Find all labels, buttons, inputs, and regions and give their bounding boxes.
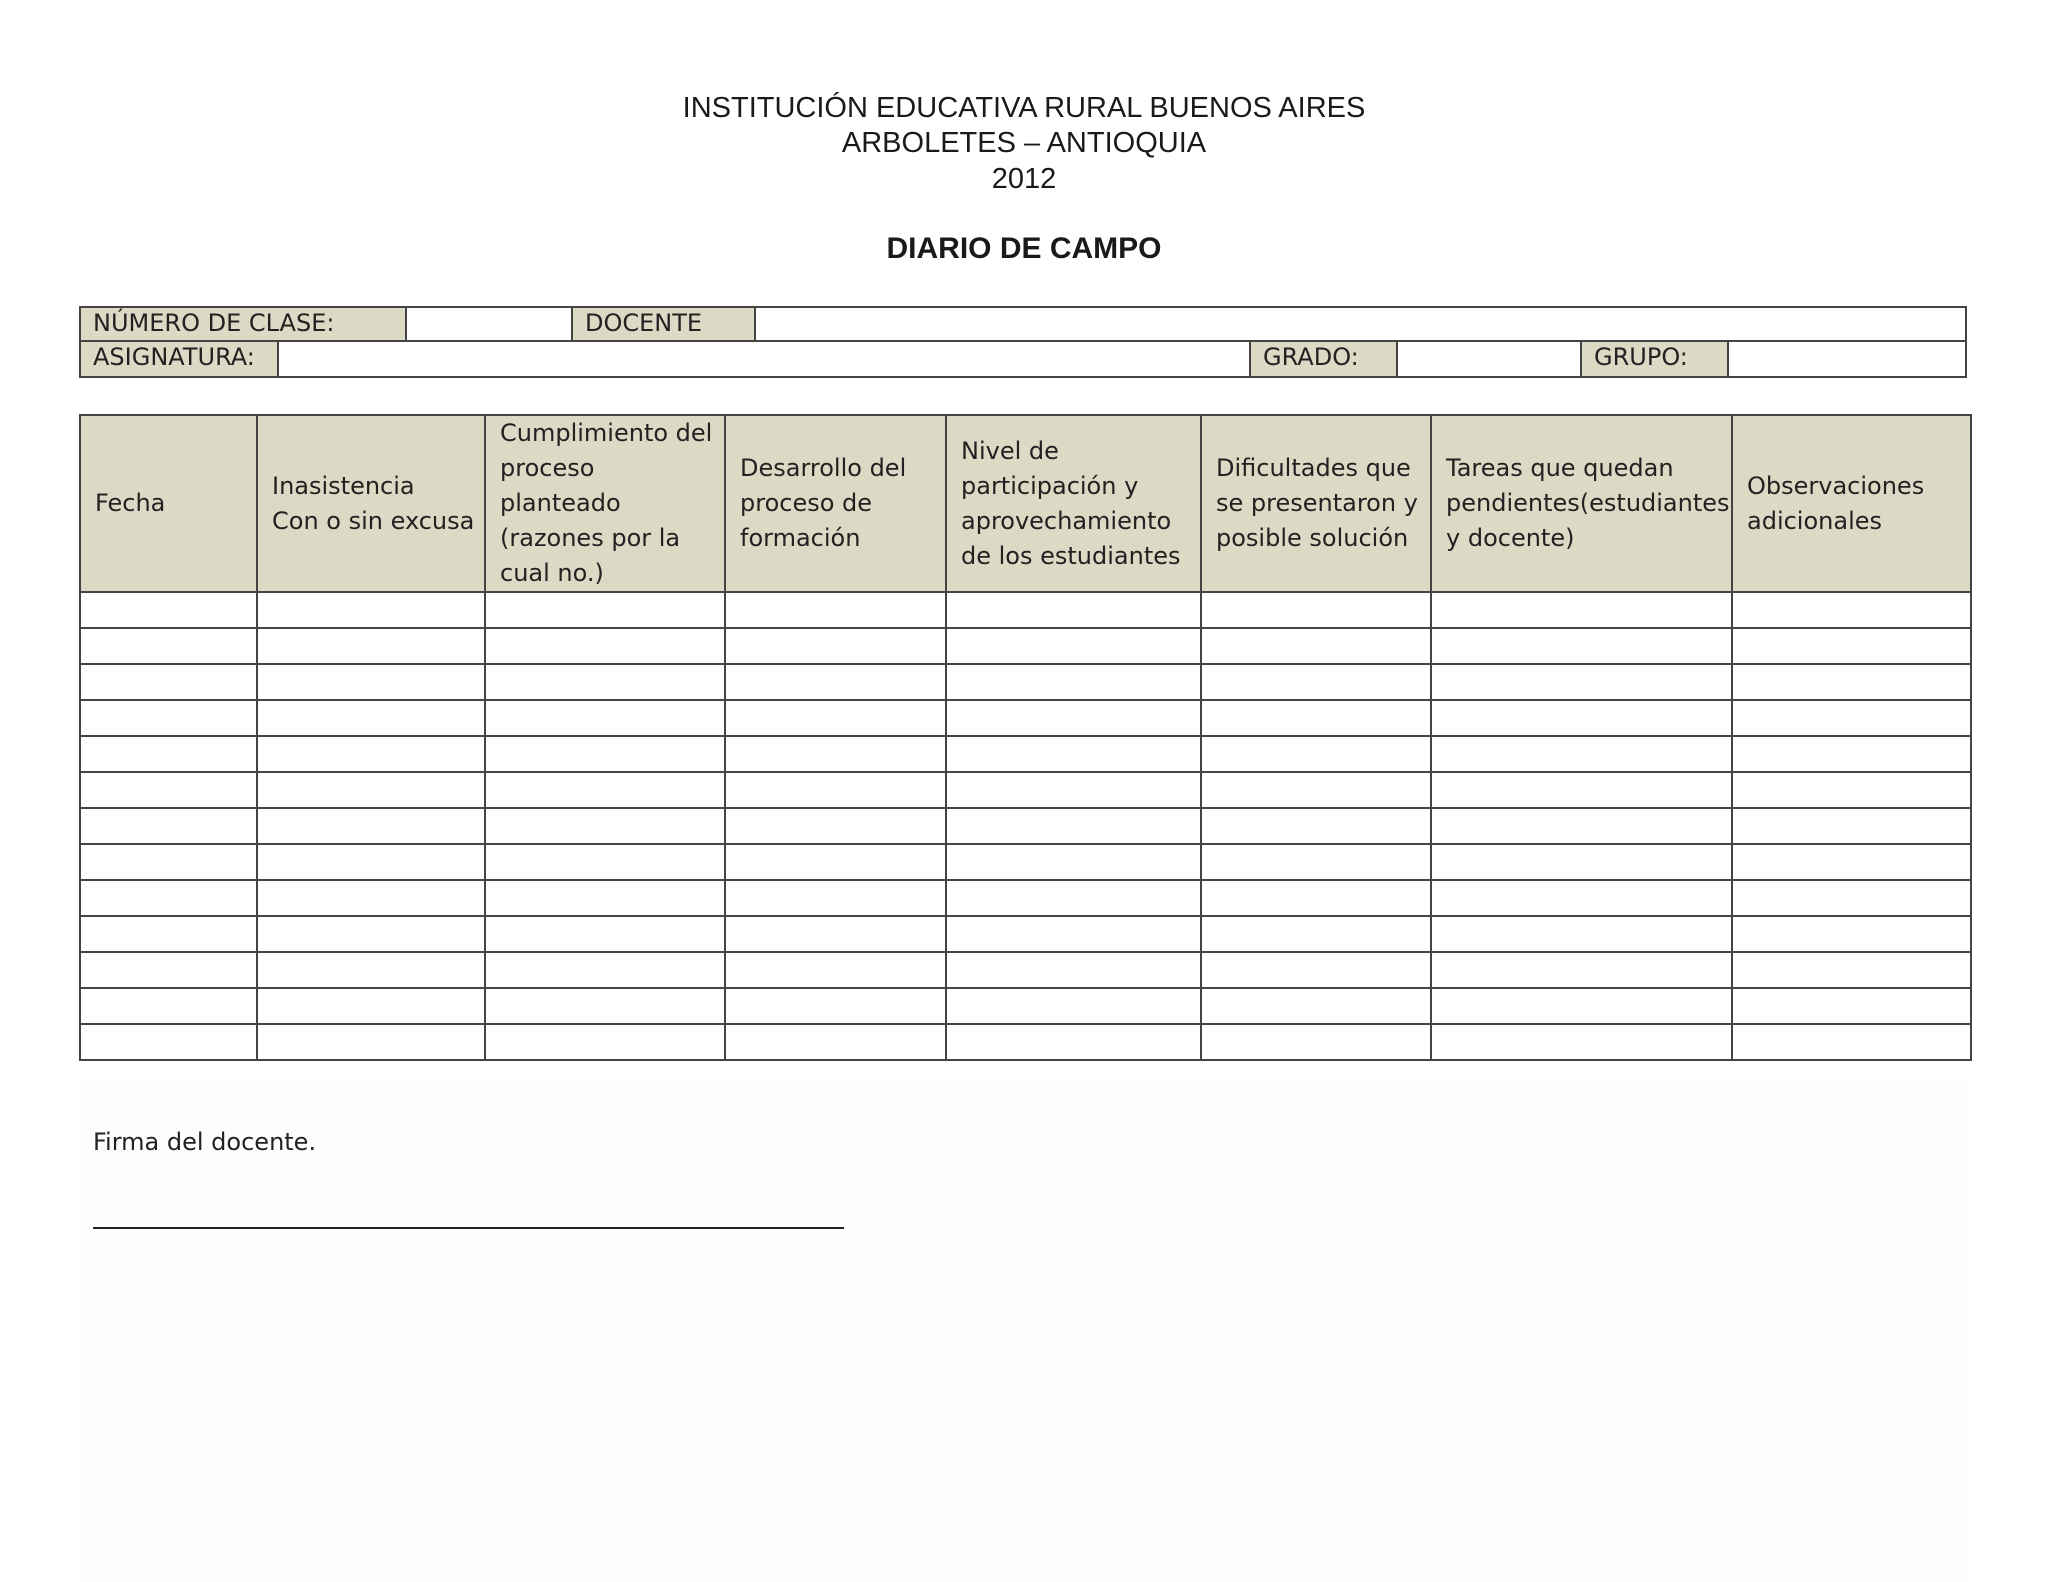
table-cell[interactable] — [1431, 628, 1732, 664]
table-cell[interactable] — [725, 916, 946, 952]
page-background — [78, 1080, 1968, 1582]
table-cell[interactable] — [485, 880, 725, 916]
table-cell[interactable] — [257, 916, 485, 952]
table-cell[interactable] — [80, 628, 257, 664]
table-row — [80, 1024, 1971, 1060]
table-cell[interactable] — [80, 880, 257, 916]
table-cell[interactable] — [485, 1024, 725, 1060]
table-cell[interactable] — [946, 736, 1201, 772]
table-cell[interactable] — [946, 916, 1201, 952]
table-row — [80, 952, 1971, 988]
column-header-dificultades: Dificultades que se presentaron y posible solución — [1201, 415, 1431, 592]
table-cell[interactable] — [1431, 844, 1732, 880]
institution-location: ARBOLETES – ANTIOQUIA — [841, 127, 1207, 159]
table-cell[interactable] — [1201, 736, 1431, 772]
table-cell[interactable] — [80, 988, 257, 1024]
table-cell[interactable] — [946, 1024, 1201, 1060]
table-cell[interactable] — [725, 1024, 946, 1060]
table-cell[interactable] — [1732, 592, 1971, 628]
column-header-cumplimiento: Cumplimiento del proceso planteado (razones por la cual no.) — [485, 415, 725, 592]
table-cell[interactable] — [1431, 952, 1732, 988]
table-cell[interactable] — [1431, 664, 1732, 700]
table-cell[interactable] — [485, 592, 725, 628]
table-cell[interactable] — [257, 628, 485, 664]
table-cell[interactable] — [485, 736, 725, 772]
table-cell[interactable] — [80, 772, 257, 808]
table-cell[interactable] — [1201, 772, 1431, 808]
table-cell[interactable] — [1431, 988, 1732, 1024]
table-cell[interactable] — [725, 664, 946, 700]
table-row — [80, 772, 1971, 808]
table-cell[interactable] — [946, 952, 1201, 988]
table-cell[interactable] — [80, 664, 257, 700]
table-cell[interactable] — [1201, 664, 1431, 700]
table-cell[interactable] — [946, 628, 1201, 664]
table-cell[interactable] — [1732, 1024, 1971, 1060]
table-cell[interactable] — [725, 772, 946, 808]
table-cell[interactable] — [257, 808, 485, 844]
table-row — [80, 664, 1971, 700]
table-row — [80, 844, 1971, 880]
docente-field[interactable] — [756, 308, 1965, 340]
table-cell[interactable] — [1201, 628, 1431, 664]
table-cell[interactable] — [1431, 592, 1732, 628]
table-cell[interactable] — [1732, 628, 1971, 664]
table-cell[interactable] — [946, 664, 1201, 700]
table-cell[interactable] — [1732, 916, 1971, 952]
numero-clase-field[interactable] — [407, 308, 573, 340]
table-cell[interactable] — [80, 700, 257, 736]
table-cell[interactable] — [257, 664, 485, 700]
table-cell[interactable] — [485, 844, 725, 880]
numero-clase-label: NÚMERO DE CLASE: — [81, 308, 407, 340]
table-cell[interactable] — [1201, 988, 1431, 1024]
table-cell[interactable] — [257, 772, 485, 808]
table-cell[interactable] — [725, 988, 946, 1024]
column-header-desarrollo: Desarrollo del proceso de formación — [725, 415, 946, 592]
table-cell[interactable] — [257, 844, 485, 880]
table-cell[interactable] — [1431, 916, 1732, 952]
table-cell[interactable] — [725, 700, 946, 736]
table-cell[interactable] — [257, 880, 485, 916]
table-cell[interactable] — [946, 988, 1201, 1024]
table-cell[interactable] — [1732, 736, 1971, 772]
table-cell[interactable] — [257, 952, 485, 988]
table-cell[interactable] — [1201, 1024, 1431, 1060]
table-cell[interactable] — [1732, 880, 1971, 916]
table-cell[interactable] — [485, 988, 725, 1024]
document-title: DIARIO DE CAMPO — [886, 232, 1162, 265]
asignatura-label: ASIGNATURA: — [81, 342, 279, 376]
table-cell[interactable] — [725, 952, 946, 988]
table-cell[interactable] — [946, 700, 1201, 736]
table-cell[interactable] — [80, 844, 257, 880]
table-cell[interactable] — [485, 916, 725, 952]
table-cell[interactable] — [1201, 880, 1431, 916]
asignatura-field[interactable] — [279, 342, 1251, 376]
table-cell[interactable] — [1732, 700, 1971, 736]
table-cell[interactable] — [485, 772, 725, 808]
table-cell[interactable] — [946, 592, 1201, 628]
column-header-nivel: Nivel de participación y aprovechamiento de los estudiantes — [946, 415, 1201, 592]
info-row-subject — [79, 342, 1967, 378]
table-cell[interactable] — [257, 736, 485, 772]
table-cell[interactable] — [946, 880, 1201, 916]
diary-table — [79, 414, 1972, 1061]
table-row — [80, 628, 1971, 664]
table-cell[interactable] — [485, 808, 725, 844]
table-cell[interactable] — [80, 952, 257, 988]
table-cell[interactable] — [485, 952, 725, 988]
table-cell[interactable] — [1732, 988, 1971, 1024]
table-cell[interactable] — [1732, 844, 1971, 880]
table-cell[interactable] — [257, 700, 485, 736]
table-row — [80, 592, 1971, 628]
table-cell[interactable] — [1201, 916, 1431, 952]
table-row — [80, 880, 1971, 916]
table-cell[interactable] — [80, 916, 257, 952]
table-cell[interactable] — [946, 844, 1201, 880]
table-cell[interactable] — [485, 700, 725, 736]
table-cell[interactable] — [725, 736, 946, 772]
table-cell[interactable] — [257, 1024, 485, 1060]
table-cell[interactable] — [257, 988, 485, 1024]
table-body — [80, 592, 1971, 1060]
table-cell[interactable] — [725, 628, 946, 664]
table-cell[interactable] — [725, 808, 946, 844]
grado-label: GRADO: — [1251, 342, 1398, 376]
grado-field[interactable] — [1398, 342, 1582, 376]
table-cell[interactable] — [1201, 952, 1431, 988]
table-cell[interactable] — [1431, 808, 1732, 844]
table-cell[interactable] — [485, 664, 725, 700]
table-cell[interactable] — [80, 736, 257, 772]
table-cell[interactable] — [1201, 808, 1431, 844]
column-header-fecha: Fecha — [80, 415, 257, 592]
table-cell[interactable] — [1201, 592, 1431, 628]
table-cell[interactable] — [946, 808, 1201, 844]
grupo-field[interactable] — [1729, 342, 1965, 376]
column-header-inasistencia: Inasistencia Con o sin excusa — [257, 415, 485, 592]
table-cell[interactable] — [1431, 772, 1732, 808]
table-header-row — [80, 415, 1971, 592]
docente-label: DOCENTE — [573, 308, 756, 340]
table-cell[interactable] — [1431, 700, 1732, 736]
table-cell[interactable] — [1732, 952, 1971, 988]
table-row — [80, 916, 1971, 952]
table-cell[interactable] — [485, 628, 725, 664]
table-row — [80, 988, 1971, 1024]
table-cell[interactable] — [1431, 736, 1732, 772]
column-header-observaciones: Observaciones adicionales — [1732, 415, 1971, 592]
table-cell[interactable] — [257, 592, 485, 628]
table-cell[interactable] — [80, 808, 257, 844]
table-cell[interactable] — [1201, 700, 1431, 736]
column-header-tareas: Tareas que quedan pendientes(estudiantes y docente) — [1431, 415, 1732, 592]
table-cell[interactable] — [1732, 772, 1971, 808]
table-cell[interactable] — [725, 844, 946, 880]
table-cell[interactable] — [946, 772, 1201, 808]
table-cell[interactable] — [725, 592, 946, 628]
table-cell[interactable] — [1431, 880, 1732, 916]
institution-name: INSTITUCIÓN EDUCATIVA RURAL BUENOS AIRES — [682, 92, 1366, 124]
grupo-label: GRUPO: — [1582, 342, 1729, 376]
table-cell[interactable] — [1732, 808, 1971, 844]
table-cell[interactable] — [1732, 664, 1971, 700]
table-cell[interactable] — [1431, 1024, 1732, 1060]
table-cell[interactable] — [80, 1024, 257, 1060]
info-row-class — [79, 306, 1967, 342]
signature-label: Firma del docente. — [93, 1128, 317, 1156]
table-row — [80, 700, 1971, 736]
table-cell[interactable] — [1201, 844, 1431, 880]
table-row — [80, 808, 1971, 844]
table-row — [80, 736, 1971, 772]
table-cell[interactable] — [80, 592, 257, 628]
signature-line[interactable] — [93, 1227, 844, 1229]
document-year: 2012 — [991, 163, 1057, 195]
table-cell[interactable] — [725, 880, 946, 916]
